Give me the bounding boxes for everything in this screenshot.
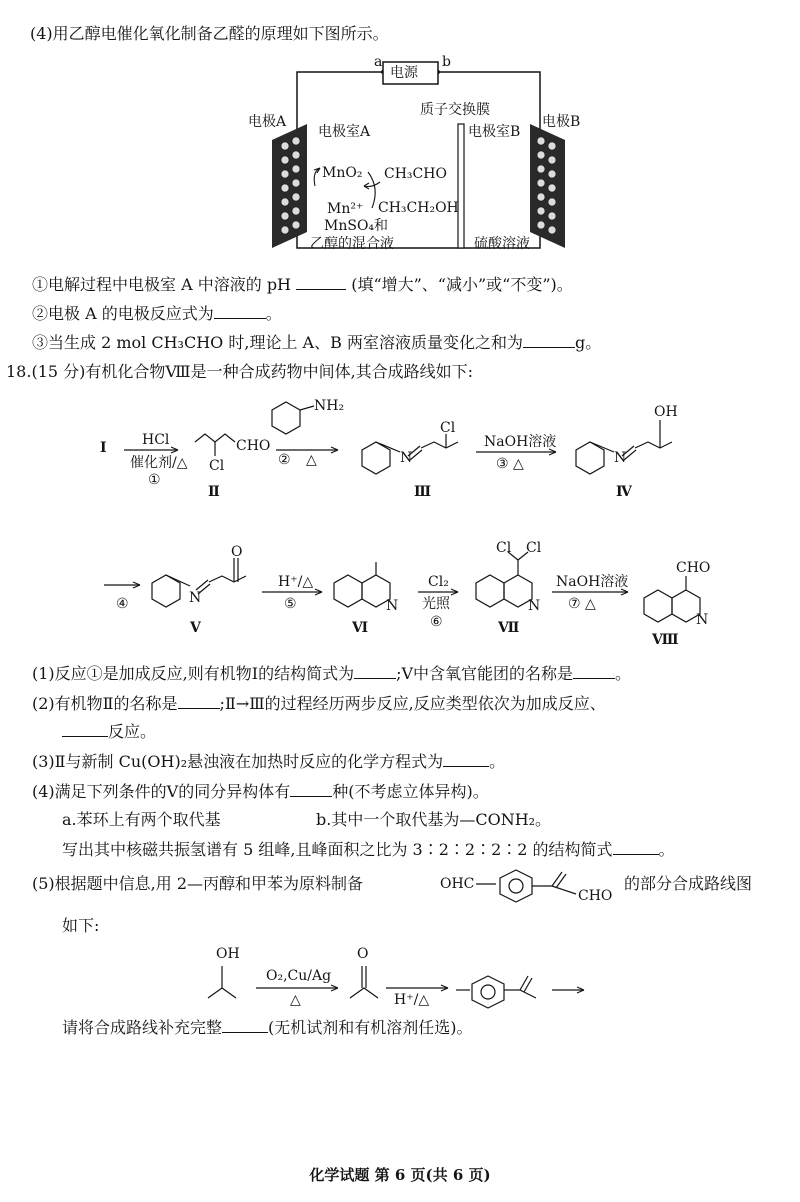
cmp7-cl2: Cl xyxy=(526,540,542,556)
q4-sub2: ②电极 A 的电极反应式为 。 xyxy=(32,304,282,323)
q18-p4: (4)满足下列条件的Ⅴ的同分异构体有 种(不考虑立体异构)。 xyxy=(32,782,489,801)
ch3cho-label: CH₃CHO xyxy=(384,166,447,182)
compound-2: Ⅱ xyxy=(208,484,220,500)
q18-p1: (1)反应①是加成反应,则有机物Ⅰ的结构简式为 ;Ⅴ中含氧官能团的名称是 。 xyxy=(32,664,632,683)
cmp4-n: N xyxy=(614,450,627,466)
mn2-label: Mn²⁺ xyxy=(327,201,364,217)
r6-mid: 光照 xyxy=(422,596,450,612)
cmp3-cl: Cl xyxy=(440,420,456,436)
q18-p5-line2: 如下: xyxy=(62,916,100,935)
solution-a-line1: MnSO₄和 xyxy=(324,218,389,234)
q18-header: 18.(15 分)有机化合物Ⅷ是一种合成药物中间体,其合成路线如下: xyxy=(6,362,474,381)
r1-num: ① xyxy=(148,472,161,488)
electrode-a-label: 电极A xyxy=(248,114,287,130)
r3-top: NaOH溶液 xyxy=(484,434,557,450)
q18-p5: (5)根据题中信息,用 2—丙醇和甲苯为原料制备 xyxy=(32,874,364,893)
q18-p3: (3)Ⅱ与新制 Cu(OH)₂悬浊液在加热时反应的化学方程式为 。 xyxy=(32,752,506,771)
p5-target-ohc: OHC xyxy=(440,876,475,892)
mno2-label: MnO₂ xyxy=(322,165,363,181)
cmp7-cl1: Cl xyxy=(496,540,512,556)
compound-5: Ⅴ xyxy=(190,620,201,636)
chamber-a-label: 电极室A xyxy=(318,124,371,140)
cmp5-o: O xyxy=(231,544,243,560)
r1-top: HCl xyxy=(142,432,170,448)
q4-intro: (4)用乙醇电催化氧化制备乙醛的原理如下图所示。 xyxy=(30,24,389,43)
p5-cond2-top: H⁺/△ xyxy=(394,992,430,1008)
solution-b-label: 硫酸溶液 xyxy=(474,236,530,252)
cmp6-n: N xyxy=(386,598,399,614)
power-source-label: 电源 xyxy=(390,65,418,81)
p5-target-cho: CHO xyxy=(578,888,613,904)
q4-sub1: ①电解过程中电极室 A 中溶液的 pH (填“增大”、“减小”或“不变”)。 xyxy=(32,275,573,294)
r1-bottom: 催化剂/△ xyxy=(130,455,188,471)
aniline-nh2: NH₂ xyxy=(314,398,345,414)
r3-bottom: ③ △ xyxy=(496,456,524,472)
r4-num: ④ xyxy=(116,596,129,612)
compound-3: Ⅲ xyxy=(414,484,432,500)
r6-top: Cl₂ xyxy=(428,574,449,590)
cmp2-cho: CHO xyxy=(236,438,271,454)
r7-top: NaOH溶液 xyxy=(556,574,629,590)
cmp4-oh: OH xyxy=(654,404,678,420)
p5-cond1-bottom: △ xyxy=(290,992,301,1008)
electrode-b-label: 电极B xyxy=(542,114,581,130)
solution-a-line2: 乙醇的混合液 xyxy=(310,236,394,252)
p5-cond1-top: O₂,Cu/Ag xyxy=(266,968,332,984)
r6-num: ⑥ xyxy=(430,614,443,630)
q18-p4-nmr: 写出其中核磁共振氢谱有 5 组峰,且峰面积之比为 3∶2∶2∶2∶2 的结构简式 。 xyxy=(62,840,675,859)
compound-6: Ⅵ xyxy=(352,620,369,636)
chamber-b-label: 电极室B xyxy=(468,124,521,140)
compound-4: Ⅳ xyxy=(616,484,632,500)
cmp7-n: N xyxy=(528,598,541,614)
q18-p2: (2)有机物Ⅱ的名称是 ;Ⅱ→Ⅲ的过程经历两步反应,反应类型依次为加成反应、 xyxy=(32,694,606,713)
cmp5-n: N xyxy=(189,590,202,606)
page-footer: 化学试题 第 6 页(共 6 页) xyxy=(309,1166,491,1184)
cmp2-cl: Cl xyxy=(209,458,225,474)
cmp8-cho: CHO xyxy=(676,560,711,576)
q18-p5-end: 请将合成路线补充完整 (无机试剂和有机溶剂任选)。 xyxy=(62,1018,473,1037)
p5-oh: OH xyxy=(216,946,240,962)
q18-p5-after: 的部分合成路线图 xyxy=(624,874,753,893)
compound-1: Ⅰ xyxy=(100,440,107,456)
r2-cond: △ xyxy=(306,452,317,468)
terminal-a: a xyxy=(374,54,383,70)
r5-num: ⑤ xyxy=(284,596,297,612)
q18-p4-a: a.苯环上有两个取代基 xyxy=(62,810,221,829)
cmp8-n: N xyxy=(696,612,709,628)
q18-p4-b: b.其中一个取代基为—CONH₂。 xyxy=(316,810,552,829)
r7-bottom: ⑦ △ xyxy=(568,596,596,612)
r5-top: H⁺/△ xyxy=(278,574,314,590)
membrane-label: 质子交换膜 xyxy=(420,102,490,118)
q18-p2-line2: 反应。 xyxy=(62,722,156,742)
terminal-b: b xyxy=(442,54,451,70)
compound-8: Ⅷ xyxy=(652,632,679,648)
cmp3-n: N xyxy=(400,450,413,466)
q4-sub3: ③当生成 2 mol CH₃CHO 时,理论上 A、B 两室溶液质量变化之和为 g。 xyxy=(32,333,602,352)
p5-o: O xyxy=(357,946,369,962)
compound-7: Ⅶ xyxy=(498,620,520,636)
r2-num: ② xyxy=(278,452,291,468)
ch3ch2oh-label: CH₃CH₂OH xyxy=(378,200,459,216)
